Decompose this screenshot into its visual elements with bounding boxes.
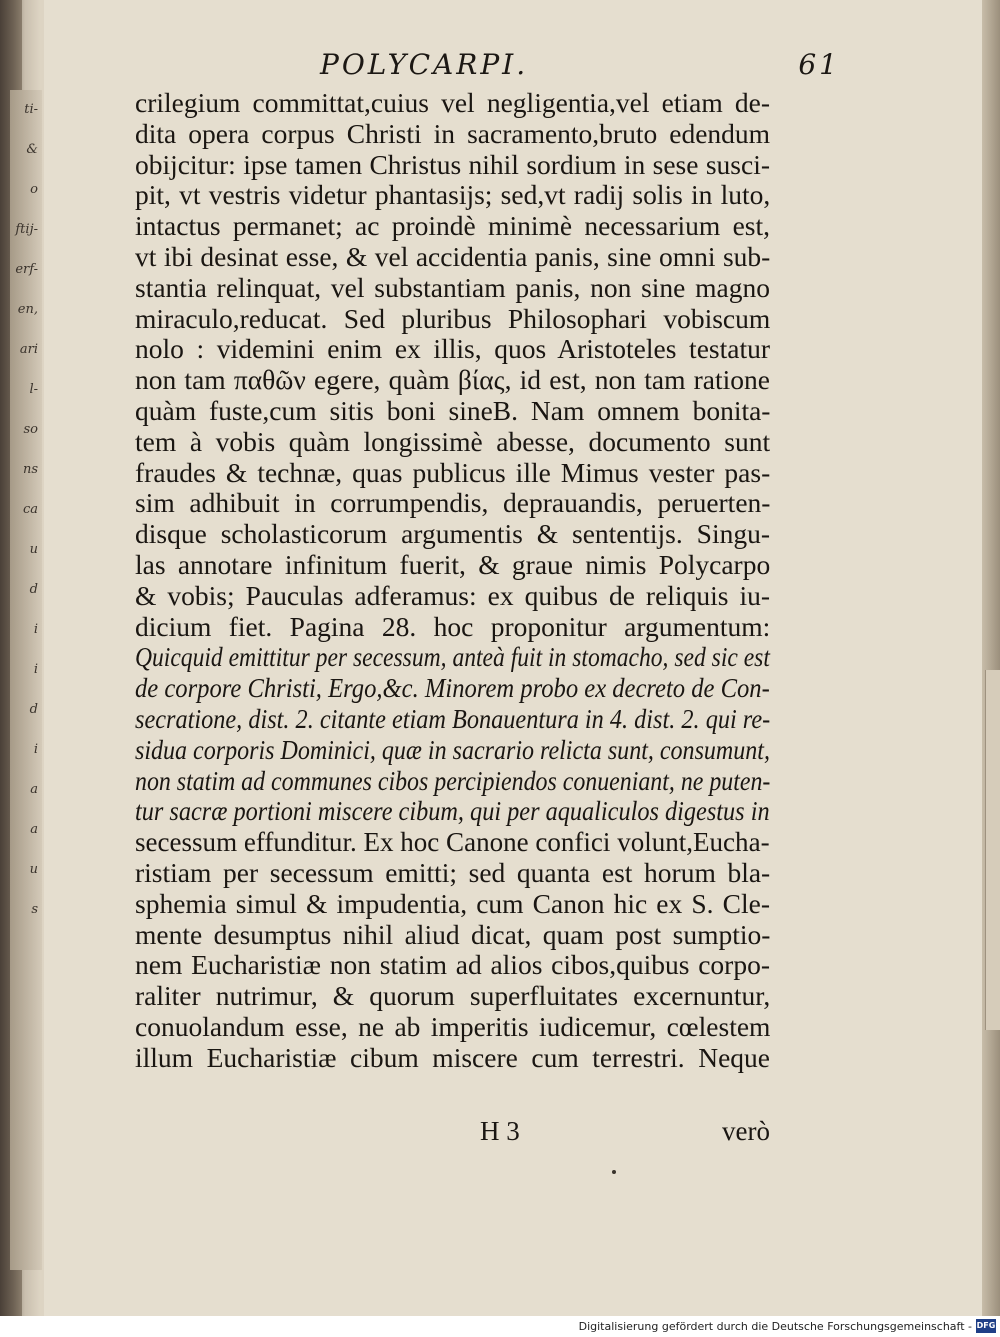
text-line: stantia relinquat, vel substantiam panis, non sine magno xyxy=(135,271,770,303)
text-line: non tam παθῶν egere, quàm βίας, id est, non tam ratione xyxy=(135,364,770,396)
margin-fragment: so xyxy=(23,422,38,437)
page-number: 61 xyxy=(798,48,840,81)
page-footer xyxy=(135,1116,770,1150)
text-line: secessum effunditur. Ex hoc Canone confici volunt,Eucha- xyxy=(135,826,770,858)
text-line: crilegium committat,cuius vel negligentia,vel etiam de- xyxy=(135,87,770,118)
credit-bar xyxy=(0,1316,1000,1337)
text-line: intactus permanet; ac proindè minimè necessarium est, xyxy=(135,210,770,242)
text-line: tem à vobis quàm longissimè abesse, documento sunt xyxy=(135,425,771,457)
dfg-logo: DFG xyxy=(976,1319,996,1333)
text-line: sim adhibuit in corrumpendis, deprauandis, peruerten- xyxy=(135,487,771,519)
margin-fragment: u xyxy=(29,542,38,557)
facing-page-margin-fragments xyxy=(10,90,42,1270)
text-line: ristiam per secessum emitti; sed quanta est horum bla- xyxy=(135,856,771,888)
margin-fragment: d xyxy=(29,582,38,597)
text-line: non statim ad communes cibos percipiendos conueniant, ne puten- xyxy=(135,764,771,796)
page-edge xyxy=(982,0,1000,1316)
margin-fragment: en, xyxy=(17,302,38,317)
text-line: Quicquid emittitur per secessum, anteà fuit in stomacho, sed sic est xyxy=(135,641,770,673)
text-line: tur sacræ portioni miscere cibum, qui per aqualiculos digestus in xyxy=(135,795,770,827)
text-line: sphemia simul & impudentia, cum Canon hic ex S. Cle- xyxy=(135,887,770,919)
margin-fragment: ari xyxy=(19,342,38,357)
text-line: sidua corporis Dominici, quæ in sacrario relicta sunt, consumunt, xyxy=(135,733,770,765)
text-line: nolo : videmini enim ex illis, quos Aristoteles testatur xyxy=(135,333,770,365)
margin-fragment: ns xyxy=(22,462,38,477)
body-text xyxy=(135,88,770,1074)
margin-fragment: ftij- xyxy=(15,222,38,237)
ink-dot xyxy=(612,1170,616,1174)
margin-fragment: a xyxy=(30,782,38,797)
text-line: raliter nutrimur, & quorum superfluitates excernuntur, xyxy=(135,980,771,1012)
text-line: & vobis; Pauculas adferamus: ex quibus de reliquis iu- xyxy=(135,579,770,611)
margin-fragment: i xyxy=(33,662,38,677)
margin-fragment: ca xyxy=(22,502,38,517)
catchword: verò xyxy=(722,1116,770,1146)
page-header xyxy=(320,48,840,88)
text-line: dicium fiet. Pagina 28. hoc proponitur argumentum: xyxy=(135,610,771,642)
text-line: illum Eucharistiæ cibum miscere cum terrestri. Neque xyxy=(135,1041,770,1073)
text-line: de corpore Christi, Ergo,&c. Minorem probo ex decreto de Con- xyxy=(135,672,770,704)
text-line: mente desumptus nihil aliud dicat, quam post sumptio- xyxy=(135,918,771,950)
margin-fragment: & xyxy=(26,142,38,157)
text-line: las annotare infinitum fuerit, & graue nimis Polycarpo xyxy=(135,548,771,580)
signature-mark: H 3 xyxy=(480,1116,520,1146)
margin-fragment: u xyxy=(29,862,38,877)
text-line: disque scholasticorum argumentis & sententijs. Singu- xyxy=(135,518,770,550)
text-line: quàm fuste,cum sitis boni sineB. Nam omnem bonita- xyxy=(135,394,771,426)
text-line: pit, vt vestris videtur phantasijs; sed,vt radij solis in luto, xyxy=(135,179,771,211)
text-line: secratione, dist. 2. citante etiam Bonauentura in 4. dist. 2. qui re- xyxy=(135,702,771,734)
margin-fragment: s xyxy=(31,902,38,917)
text-line: fraudes & technæ, quas publicus ille Mimus vester pas- xyxy=(135,456,771,488)
margin-fragment: d xyxy=(29,702,38,717)
text-line: vt ibi desinat esse, & vel accidentia panis, sine omni sub- xyxy=(135,240,771,272)
margin-fragment: l- xyxy=(29,382,38,397)
running-head: POLYCARPI. xyxy=(320,48,529,81)
margin-fragment: o xyxy=(30,182,38,197)
credit-text: Digitalisierung gefördert durch die Deutsche Forschungsgemeinschaft - xyxy=(578,1320,972,1333)
text-line: dita opera corpus Christi in sacramento,bruto edendum xyxy=(135,117,771,149)
margin-fragment: i xyxy=(33,622,38,637)
text-line: obijcitur: ipse tamen Christus nihil sordium in sese susci- xyxy=(135,148,770,180)
margin-fragment: i xyxy=(33,742,38,757)
text-line: conuolandum esse, ne ab imperitis iudicemur, cœlestem xyxy=(135,1010,771,1042)
margin-fragment: ti- xyxy=(24,102,38,117)
margin-fragment: erf- xyxy=(15,262,38,277)
text-line: miraculo,reducat. Sed pluribus Philosophari vobiscum xyxy=(135,302,771,334)
text-line: nem Eucharistiæ non statim ad alios cibos,quibus corpo- xyxy=(135,949,770,981)
page-tab xyxy=(985,670,1000,1030)
margin-fragment: a xyxy=(30,822,38,837)
